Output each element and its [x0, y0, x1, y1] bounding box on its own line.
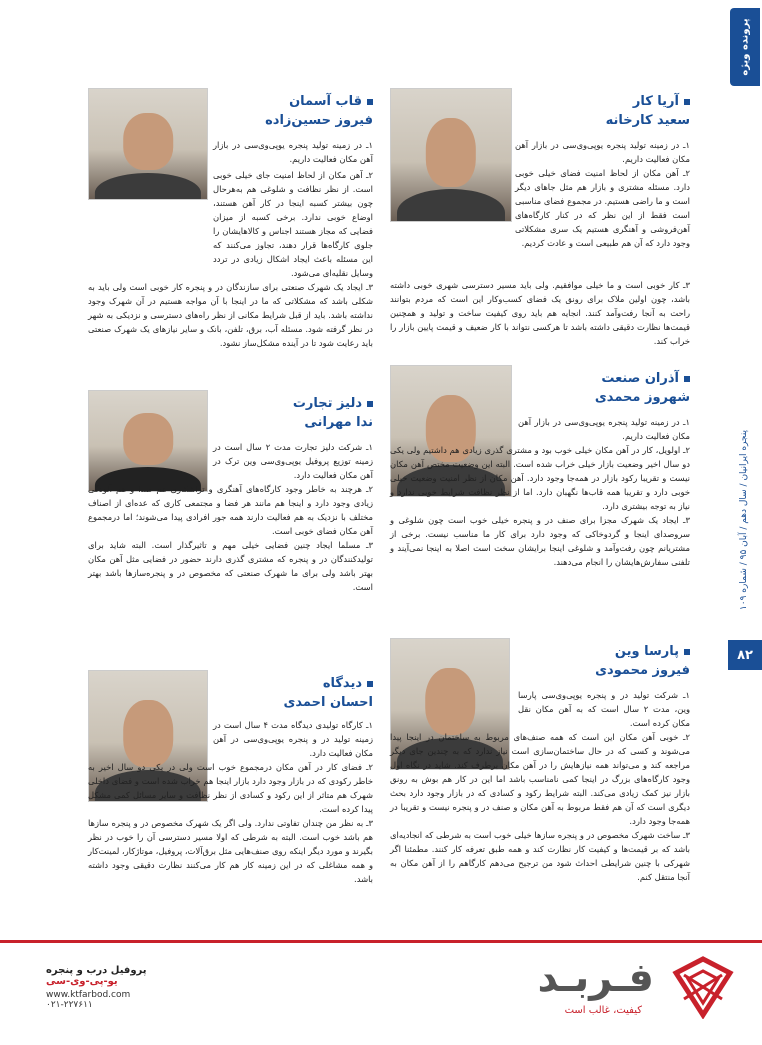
section-tag-label: پرونده ویژه	[739, 18, 751, 76]
issue-info	[734, 420, 754, 620]
paragraph: ۳ـ ایجاد یک شهرک مجزا برای صنف در و پنجره خیلی خوب است چون شلوغی و سروصدای اینجا و گردوخاکی که وجود دارد برای کار ما مناسب نیست. برخی از مشتریانم چون رفت‌وآمد و شلوغی اینجا برایشان سخت است اصلا به اینجا نمی‌آیند و تلفنی سفارش‌هایشان را انجام می‌دهند.	[390, 515, 690, 567]
paragraph: ۲ـ هرچند به خاطر وجود کارگاه‌های آهنگری و تراشکاری هم صدا و هم آلودگی زیادی وجود دارد و اینجا هم مانند هر فضا و مجتمعی کاری که عده‌ای از اصناف مختلف با نزدیک به هم فعالیت دارند همه جور افرادی پیدا می‌شوند؛ اما درمجموع آهن مکان فضای خوبی است.	[88, 484, 373, 536]
paragraph: ۲ـ اولویل، کار در آهن مکان خیلی خوب بود و مشتری گذری زیادی هم داشتیم ولی یکی دو سال اخیر وضعیت بازار خیلی خراب شده است. البته این وضعیت مختص آهن مکان نیست و تقریبا رکود بازار در همه‌جا وجود دارد. آهن مکان از نظر امنیت وضعیت خیلی خوبی دارد و تقریبا همه قاب‌ها نگهبان دارد. اما از نظر نظافت شرایط خوبی ندارد و نیاز به توجه بیشتری دارد.	[390, 445, 690, 511]
paragraph: ۳ـ کار خوبی است و ما خیلی موافقیم. ولی باید مسیر دسترسی شهری خوبی داشته باشد، چون اولین ملاک برای رونق یک فضای کسب‌وکار این است که مردم بتوانند راحت به آنجا رفت‌وآمد کنند. انجایه هم باید روی کیفیت ساخت و تولید و همچنین قیمت‌ها نظارت دقیقی داشته باشد تا هرکسی نتواند با کار ضعیف و قیمت پایین بازار را خراب کند.	[390, 280, 690, 346]
company-name: آذران صنعت	[520, 371, 690, 387]
person-name: ندا مهرانی	[304, 415, 373, 430]
paragraph: ۳ـ به نظر من چندان تفاوتی ندارد. ولی اگر یک شهرک مخصوص در و پنجره سازها هم باشد خوب است. البته به شرطی که اولا مسیر دسترسی آن را خوب در نظر بگیرند و مورد دیگر اینکه روی صنف‌هایی مثل برق‌آلات، پروفیل، موتاژکار، لمینت‌کار و همه مشاغلی که در این زمینه کار هم کار می‌کنند نظارت دقیقی وجود داشته باشد.	[88, 818, 373, 884]
paragraph: ۲ـ فضای کار در آهن مکان درمجموع خوب است ولی در یکی دو سال اخیر به خاطر رکودی که در بازار وجود دارد بازار اینجا هم خراب شده است و فضای داخلی شهرک هم متاثر از این رکود و کسادی از نظر نظافت و سایر مسائل کمی مشکل پیدا کرده است.	[88, 762, 373, 814]
company-name: پارسا وین	[520, 644, 690, 660]
interview-entry	[88, 670, 373, 935]
paragraph: ۱ـ کارگاه تولیدی دیدگاه مدت ۴ سال است در زمینه تولید در و پنجره یوپی‌وی‌سی در آهن مکان فعالیت دارد.	[213, 720, 373, 758]
paragraph: ۱ـ شرکت دلیز تجارت مدت ۲ سال است در زمینه توزیع پروفیل یوپی‌وی‌سی وین ترک در آهن مکان فعالیت دارد.	[213, 442, 374, 480]
company-name: آریا کار	[520, 94, 690, 110]
product-type: یو-پی-وی-سی	[46, 976, 118, 987]
company-name: قاب آسمان	[213, 94, 373, 110]
paragraph: ۳ـ مسلما ایجاد چنین فضایی خیلی مهم و تاثیرگذار است. البته شاید برای تولیدکنندگان در و پنجره که مشتری گذری دارند حضور در فضایی مثل آهن مکان بهتر باشد ولی برای ما شهرک صنعتی که مخصوص در و پنجره‌سازها باشد بهتر است.	[88, 540, 373, 592]
interview-entry	[390, 365, 690, 630]
company-name: دیدگاه	[213, 676, 373, 692]
side-strip	[728, 0, 762, 1045]
paragraph: ۱ـ در زمینه تولید پنجره یوپی‌وی‌سی در بازار آهن مکان فعالیت داریم.	[213, 140, 373, 164]
person-name: فیروز حسین‌زاده	[265, 113, 373, 128]
interview-entry	[88, 390, 373, 650]
phone-number: ۰۲۱-۲۲۷۶۱۱	[46, 1000, 93, 1010]
paragraph: ۲ـ آهن مکان از لحاظ امنیت جای خیلی خوبی است. از نظر نظافت و شلوغی هم به‌هرحال چون بیشتر کسبه اینجا در کار آهن هستند، اوضاع خوبی ندارد. برخی کسبه از میزان فضایی که مجاز هستند اجناس و کالاهایشان را جلوی کارگاه‌ها قرار دهند، تجاوز می‌کنند که این مسئله باعث ایجاد اشکال زیادی در تردد وسایل نقلیه‌ای می‌شود.	[213, 170, 373, 278]
brand-name: فـربـد	[537, 955, 654, 1001]
farbod-logo-icon	[672, 955, 734, 1019]
paragraph: ۲ـ خوبی آهن مکان این است که همه صنف‌های مربوط به ساختمان در اینجا پیدا می‌شوند و کسی که در حال ساختمان‌سازی است نیاز ندارد که به چندین جای دیگر مراجعه کند و می‌تواند همه نیازهایش را در آهن مکان برطرف کند. شاید در نگاه اول وجود کارگاه‌های بزرگ در اینجا کمی نامناسب باشد اما این در کار هم بوش به رونق بازار نیز کمک زیادی می‌کند. البته شرایط رکود و کسادی که در بازار وجود دارد بحث دیگری است که آن هم فقط مربوط به آهن مکان و صنف در و پنجره نیست و تقریبا در همه‌جا وجود دارد.	[390, 732, 690, 826]
paragraph: ۲ـ آهن مکان از لحاظ امنیت فضای خیلی خوبی دارد. مسئله مشتری و بازار هم مثل جاهای دیگر است و ما راضی هستیم. در مجموع فضای مناسبی است فقط از این نظر که در کنار کارگاه‌های آهن‌فروشی و آهنگری هستیم یک سری مشکلاتی وجود دارد که آن هم طبیعی است و عادت کردیم.	[515, 168, 690, 248]
brand-slogan: کیفیت، غالب است	[564, 1005, 642, 1016]
paragraph: ۱ـ در زمینه تولید پنجره یوپی‌وی‌سی در بازار آهن مکان فعالیت داریم.	[515, 140, 690, 164]
portrait-photo	[390, 88, 512, 222]
paragraph: ۱ـ شرکت تولید در و پنجره یوپی‌وی‌سی پارسا وین، مدت ۲ سال است که به آهن مکان نقل مکان کرده است.	[518, 690, 691, 728]
person-name: احسان احمدی	[283, 695, 373, 710]
page-number: ۸۲	[728, 640, 762, 670]
issue-info-label: پنجره ایرانیان / سال دهم / آبان ۹۵ / شماره ۱۰۹	[739, 429, 749, 611]
footer-divider	[0, 940, 762, 943]
paragraph: ۳ـ ساخت شهرک مخصوص در و پنجره سازها خیلی خوب است به شرطی که انجادیه‌ای باشد که بر قیمت‌ها و کیفیت کار نظارت کند و همه طبق تعرفه کار کنند. مطمئنا اگر شهرکی با چنین شرایطی احداث شود من ترجیح می‌دهم کارگاهم را از آهن مکان به آنجا منتقل کنم.	[390, 830, 690, 882]
advert-contact	[46, 965, 147, 1010]
product-line: پروفیل درب و پنجره	[46, 965, 147, 976]
person-name: فیروز محمودی	[595, 663, 690, 678]
advert-logo	[434, 955, 734, 1025]
website-link[interactable]: www.ktfarbod.com	[46, 990, 131, 1000]
person-name: سعید کارخانه	[605, 113, 690, 128]
company-name: دلیز تجارت	[213, 396, 373, 412]
interview-entry	[390, 88, 690, 353]
section-tag	[730, 8, 760, 86]
interview-entry	[88, 88, 373, 368]
person-name: شهروز محمدی	[594, 390, 690, 405]
interview-entry	[390, 638, 690, 938]
paragraph: ۱ـ در زمینه تولید پنجره یوپی‌وی‌سی در بازار آهن مکان فعالیت داریم.	[518, 417, 690, 441]
paragraph: ۳ـ ایجاد یک شهرک صنعتی برای سازندگان در و پنجره کار خوبی است ولی باید به شکلی باشد که مشکلاتی که ما در اینجا با آن مواجه هستیم در آن شهرک وجود نداشته باشد. باید از قبل شرایط مکانی از نظر راه‌های دسترسی و نزدیکی به شهر در نظر گرفته شود. مسئله آب، برق، تلفن، بانک و سایر نیازهای یک شهرک صنعتی باید رعایت شود تا در آینده مشکل‌ساز نشود.	[88, 282, 373, 348]
